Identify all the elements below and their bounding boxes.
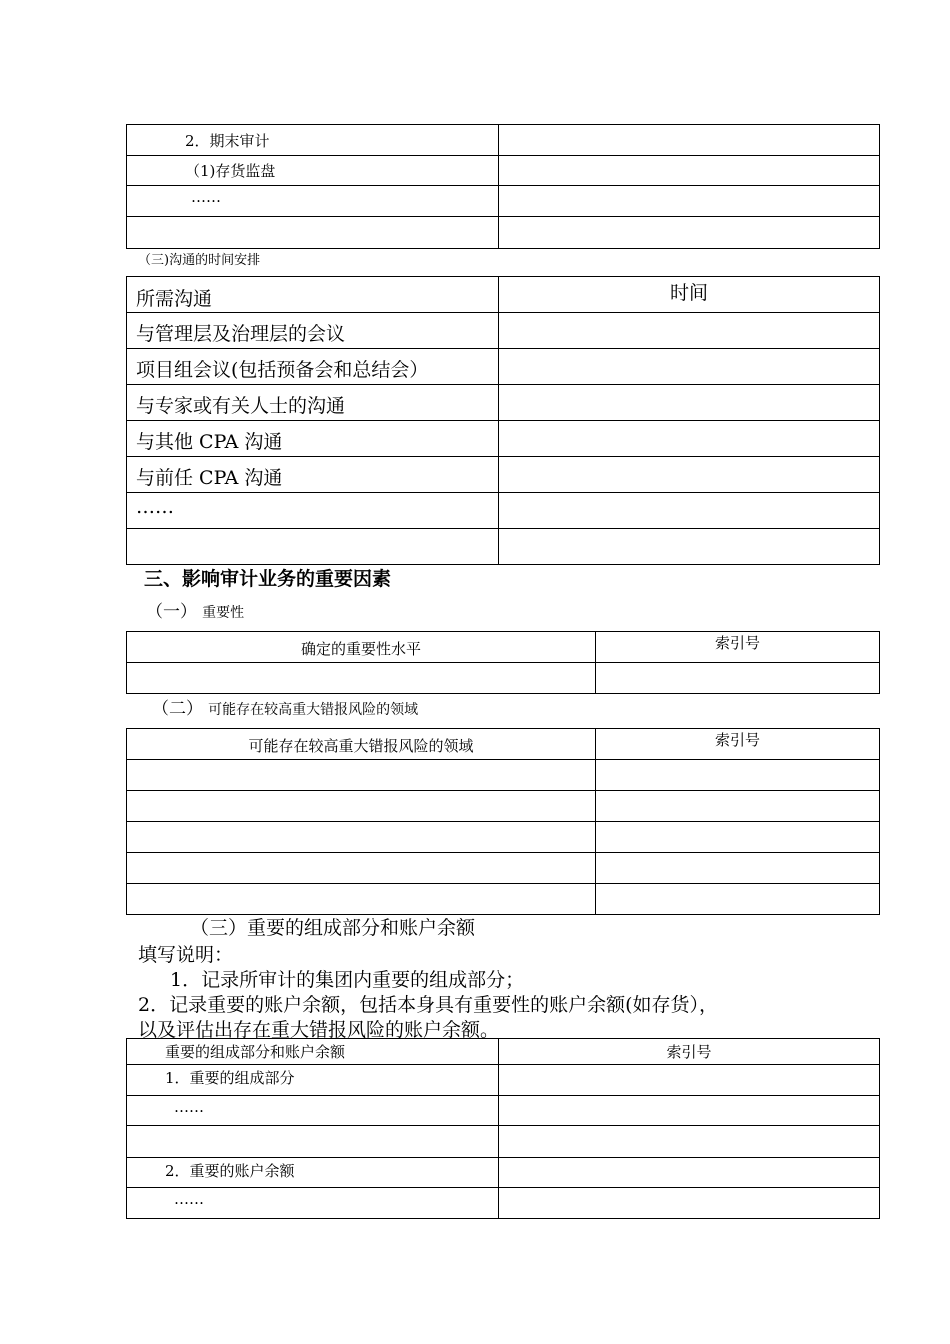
important-components-label: 1．重要的组成部分 (165, 1069, 295, 1087)
ellipsis-label: …… (191, 188, 221, 206)
table-row (127, 313, 499, 349)
index-number-header: 索引号 (714, 731, 760, 749)
materiality-title-prefix: （一） (146, 602, 197, 622)
table-cell[interactable] (127, 822, 596, 853)
risk-areas-title (152, 694, 418, 719)
table-cell[interactable] (127, 529, 499, 565)
table-cell[interactable] (127, 663, 596, 694)
instruction-line-3: 以及评估出存在重大错报风险的账户余额。 (138, 1019, 500, 1041)
table-cell[interactable] (499, 1096, 880, 1126)
materiality-table (126, 631, 880, 694)
table-cell[interactable] (596, 853, 880, 884)
table-cell[interactable] (499, 1065, 880, 1096)
table-cell[interactable] (499, 349, 880, 385)
table-cell[interactable] (499, 186, 880, 217)
comm-row-label: …… (136, 496, 174, 518)
period-end-audit-table (126, 124, 880, 249)
table-cell (127, 156, 499, 186)
instructions-label: 填写说明： (138, 944, 234, 966)
table-row (127, 349, 499, 385)
index-number-header: 索引号 (666, 1043, 712, 1061)
table-row (127, 1188, 499, 1219)
table-cell[interactable] (127, 760, 596, 791)
risk-areas-table (126, 728, 880, 915)
ellipsis-label: …… (174, 1098, 204, 1116)
index-number-header: 索引号 (714, 634, 760, 652)
table-header-cell (499, 277, 880, 313)
components-table (126, 1038, 880, 1219)
ellipsis-label: …… (174, 1190, 204, 1208)
materiality-title (146, 597, 244, 622)
table-row (127, 457, 499, 493)
table-cell[interactable] (499, 385, 880, 421)
table-cell[interactable] (499, 1126, 880, 1158)
section-three-heading: 三、影响审计业务的重要因素 (144, 568, 392, 590)
table-cell[interactable] (127, 791, 596, 822)
risk-areas-title-prefix: （二） (152, 699, 203, 719)
materiality-level-header: 确定的重要性水平 (300, 640, 421, 658)
inventory-count-label: （1)存货监盘 (185, 162, 276, 180)
communication-section-title: （三)沟通的时间安排 (138, 253, 261, 268)
table-header-cell (596, 632, 880, 663)
comm-row-label: 与前任 CPA 沟通 (136, 467, 283, 489)
table-row (127, 1158, 499, 1188)
table-header-cell (127, 632, 596, 663)
risk-areas-title-text: 可能存在较高重大错报风险的领域 (208, 702, 419, 718)
comm-row-label: 项目组会议(包括预备会和总结会） (136, 359, 429, 381)
table-cell[interactable] (127, 217, 499, 249)
table-cell[interactable] (499, 125, 880, 156)
required-communication-header: 所需沟通 (136, 288, 213, 310)
risk-areas-header: 可能存在较高重大错报风险的领域 (248, 737, 474, 755)
table-cell[interactable] (499, 1188, 880, 1219)
comm-row-label: 与其他 CPA 沟通 (136, 431, 283, 453)
communication-table (126, 276, 880, 565)
instruction-line-2: 2．记录重要的账户余额，包括本身具有重要性的账户余额(如存货）， (138, 994, 719, 1016)
table-cell[interactable] (596, 822, 880, 853)
table-cell[interactable] (499, 421, 880, 457)
table-row (127, 421, 499, 457)
components-header: 重要的组成部分和账户余额 (165, 1043, 346, 1061)
table-cell[interactable] (127, 853, 596, 884)
instruction-line-1: 1．记录所审计的集团内重要的组成部分； (170, 969, 525, 991)
table-header-cell (499, 1039, 880, 1065)
table-header-cell (127, 729, 596, 760)
table-cell[interactable] (499, 493, 880, 529)
table-header-cell (596, 729, 880, 760)
table-cell[interactable] (596, 663, 880, 694)
table-cell[interactable] (499, 217, 880, 249)
table-cell[interactable] (596, 791, 880, 822)
table-row (127, 493, 499, 529)
comm-row-label: 与管理层及治理层的会议 (136, 323, 346, 345)
table-header-cell (127, 1039, 499, 1065)
table-row (127, 1096, 499, 1126)
table-cell (127, 125, 499, 156)
components-title: （三）重要的组成部分和账户余额 (190, 917, 476, 939)
important-balances-label: 2．重要的账户余额 (165, 1162, 295, 1180)
table-cell[interactable] (127, 1126, 499, 1158)
table-row (127, 1065, 499, 1096)
time-header: 时间 (669, 282, 708, 304)
table-cell[interactable] (499, 156, 880, 186)
materiality-title-text: 重要性 (202, 605, 245, 621)
comm-row-label: 与专家或有关人士的沟通 (136, 395, 346, 417)
table-cell[interactable] (499, 313, 880, 349)
table-cell[interactable] (499, 529, 880, 565)
table-cell (127, 186, 499, 217)
table-header-cell (127, 277, 499, 313)
table-cell[interactable] (596, 760, 880, 791)
period-end-audit-label: 2．期末审计 (185, 132, 270, 150)
table-cell[interactable] (596, 884, 880, 915)
table-row (127, 385, 499, 421)
table-cell[interactable] (499, 457, 880, 493)
table-cell[interactable] (127, 884, 596, 915)
table-cell[interactable] (499, 1158, 880, 1188)
